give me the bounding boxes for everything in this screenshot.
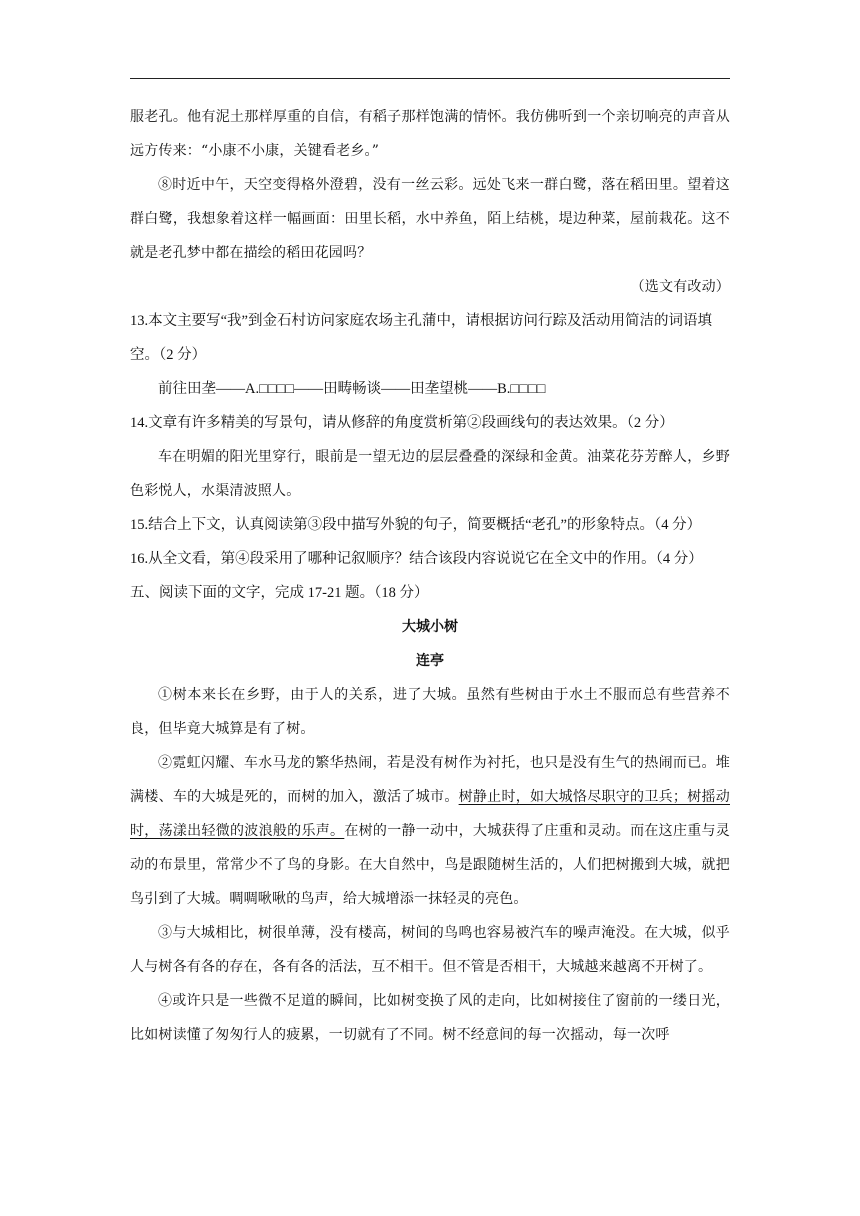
article-paragraph-3: ③与大城相比，树很单薄，没有楼高，树间的鸟鸣也容易被汽车的噪声淹没。在大城，似乎人与树各有各的存在，各有各的活法，互不相干。但不管是否相干，大城越来越离不开树了。: [130, 925, 730, 975]
question-14-quote: 车在明媚的阳光里穿行，眼前是一望无边的层层叠叠的深绿和金黄。油菜花芬芳醉人，乡野色彩悦人，水渠清波照人。: [130, 449, 730, 499]
question-14: 14.文章有许多精美的写景句，请从修辞的角度赏析第②段画线句的表达效果。（2 分）: [130, 415, 674, 431]
question-16: 16.从全文看，第④段采用了哪种记叙顺序？结合该段内容说说它在全文中的作用。（4 分）: [130, 551, 703, 567]
question-13: 13.本文主要写“我”到金石村访问家庭农场主孔蒲中，请根据访问行踪及活动用简洁的词语填空。（2 分）: [130, 313, 712, 363]
article-title: 大城小树: [402, 619, 458, 635]
question-13-answer-line: 前往田垄——A.□□□□——田畴畅谈——田垄望桃——B.□□□□: [158, 381, 546, 397]
underlined-sentence: 树静止时，如大城恪尽职守的卫兵；树摇动时，荡漾出轻微的波浪般的乐声。: [130, 789, 730, 839]
paragraph-7-tail: 服老孔。他有泥土那样厚重的自信，有稻子那样饱满的情怀。我仿佛听到一个亲切响亮的声音从远方传来：“小康不小康，关键看老乡。”: [130, 109, 730, 159]
header-rule: [130, 78, 730, 79]
article-paragraph-4: ④或许只是一些微不足道的瞬间，比如树变换了风的走向，比如树接住了窗前的一缕日光，比如树读懂了匆匆行人的疲累，一切就有了不同。树不经意间的每一次摇动，每一次呼: [130, 993, 730, 1043]
source-note: （选文有改动）: [630, 279, 730, 295]
article-author: 连亭: [416, 653, 444, 669]
section-5-heading: 五、阅读下面的文字，完成 17-21 题。（18 分）: [130, 585, 429, 601]
paragraph-8: ⑧时近中午，天空变得格外澄碧，没有一丝云彩。远处飞来一群白鹭，落在稻田里。望着这群白鹭，我想象着这样一幅画面：田里长稻，水中养鱼，陌上结桃，堤边种菜，屋前栽花。这不就是老孔梦中都在描绘的稻田花园吗？: [130, 177, 730, 261]
article-paragraph-1: ①树本来长在乡野，由于人的关系，进了大城。虽然有些树由于水土不服而总有些营养不良，但毕竟大城算是有了树。: [130, 687, 730, 737]
paragraph-2-part-a: ②霓虹闪耀、车水马龙的繁华热闹，若是没有树作为衬托，也只是没有生气的热闹而已。堆满楼、车的大城是死的，而树的加入，激活了城市。: [130, 755, 730, 805]
article-paragraph-2: [130, 746, 730, 916]
paragraph-2-part-b: 在树的一静一动中，大城获得了庄重和灵动。而在这庄重与灵动的布景里，常常少不了鸟的身影。在大自然中，鸟是跟随树生活的，人们把树搬到大城，就把鸟引到了大城。啁啁啾啾的鸟声，给大城增添一抹轻灵的亮色。: [130, 823, 731, 907]
document-body: [130, 100, 730, 1052]
question-15: 15.结合上下文，认真阅读第③段中描写外貌的句子，简要概括“老孔”的形象特点。（4 分）: [130, 517, 702, 533]
